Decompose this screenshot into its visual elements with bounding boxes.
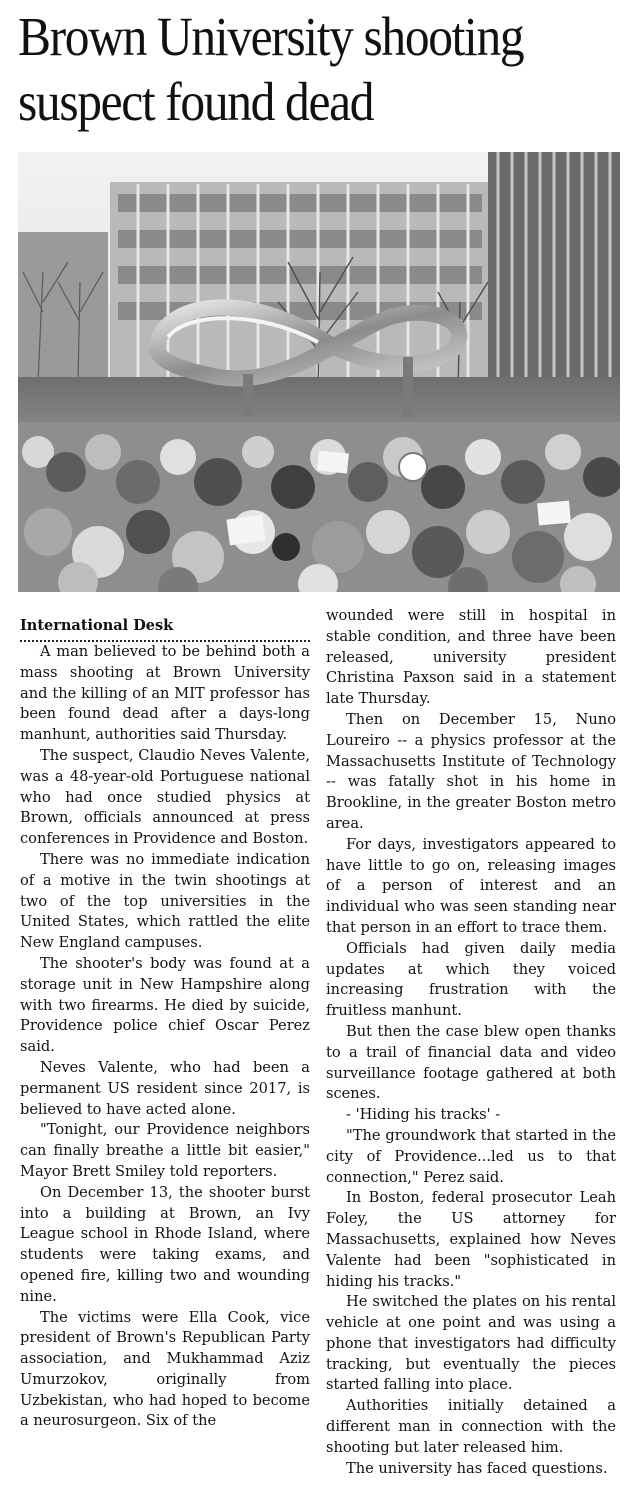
article-paragraph: For days, investigators appeared to have little to go on, releasing images of a person of interest and an individual who was seen standing near that person in an effort to trace them. xyxy=(326,835,616,936)
article-column-right xyxy=(326,606,616,1479)
article-paragraph: "The groundwork that started in the city of Providence...led us to that connection," Perez said. xyxy=(326,1126,616,1186)
section-subheading: - 'Hiding his tracks' - xyxy=(346,1106,501,1124)
article-paragraph: Authorities initially detained a different man in connection with the shooting but later released him. xyxy=(326,1397,616,1456)
byline-international-desk: International Desk xyxy=(20,616,310,642)
article-paragraph: But then the case blew open thanks to a trail of financial data and video surveillance footage gathered at both scenes. xyxy=(326,1022,616,1103)
article-paragraph: Neves Valente, who had been a permanent US resident since 2017, is believed to have acted alone. xyxy=(20,1058,310,1118)
article-paragraph: Then on December 15, Nuno Loureiro -- a physics professor at the Massachusetts Institute of Technology -- was fatally shot in his home in Brookline, in the greater Boston metro area. xyxy=(326,710,616,832)
article-paragraph: "Tonight, our Providence neighbors can finally breathe a little bit easier," Mayor Brett Smiley told reporters. xyxy=(20,1121,310,1180)
article-paragraph: Officials had given daily media updates at which they voiced increasing frustration with the fruitless manhunt. xyxy=(326,939,616,1020)
article-paragraph: On December 13, the shooter burst into a building at Brown, an Ivy League school in Rhode Island, where students were taking exams, and opened fire, killing two and wounding nine. xyxy=(20,1183,310,1305)
article-paragraph: The university has faced questions. xyxy=(346,1459,608,1477)
article-paragraph: He switched the plates on his rental vehicle at one point and was using a phone that investigators had difficulty tracking, but eventually the pieces started falling into place. xyxy=(326,1293,616,1394)
article-paragraph: In Boston, federal prosecutor Leah Foley, the US attorney for Massachusetts, explained how Neves Valente had been "sophisticated in hiding his tracks." xyxy=(326,1189,616,1290)
photo-illustration xyxy=(18,152,620,592)
article-paragraph: The suspect, Claudio Neves Valente, was a 48-year-old Portuguese national who had once studied physics at Brown, officials announced at press conferences in Providence and Boston. xyxy=(20,746,310,848)
headline xyxy=(18,4,563,134)
memorial-sculpture-photo xyxy=(18,152,620,592)
article-paragraph: The shooter's body was found at a storage unit in New Hampshire along with two firearms. He died by suicide, Providence police chief Oscar Perez said. xyxy=(20,954,310,1056)
headline-line-1: Brown University shooting xyxy=(18,6,524,67)
article-paragraph: There was no immediate indication of a motive in the twin shootings at two of the top universities in the United States, which rattled the elite New England campuses. xyxy=(20,850,310,952)
article-column-left xyxy=(20,616,310,1432)
headline-line-2: suspect found dead xyxy=(18,71,374,132)
article-paragraph-continued: wounded were still in hospital in stable condition, and three have been released, university president Christina Paxson said in a statement late Thursday. xyxy=(326,607,616,708)
article-paragraph: The victims were Ella Cook, vice president of Brown's Republican Party association, and Mukhammad Aziz Umurzokov, originally from Uzbekistan, who had hoped to become a neurosurgeon. Six of the xyxy=(20,1308,310,1430)
article-paragraph: A man believed to be behind both a mass shooting at Brown University and the killing of an MIT professor has been found dead after a days-long manhunt, authorities said Thursday. xyxy=(20,643,310,744)
